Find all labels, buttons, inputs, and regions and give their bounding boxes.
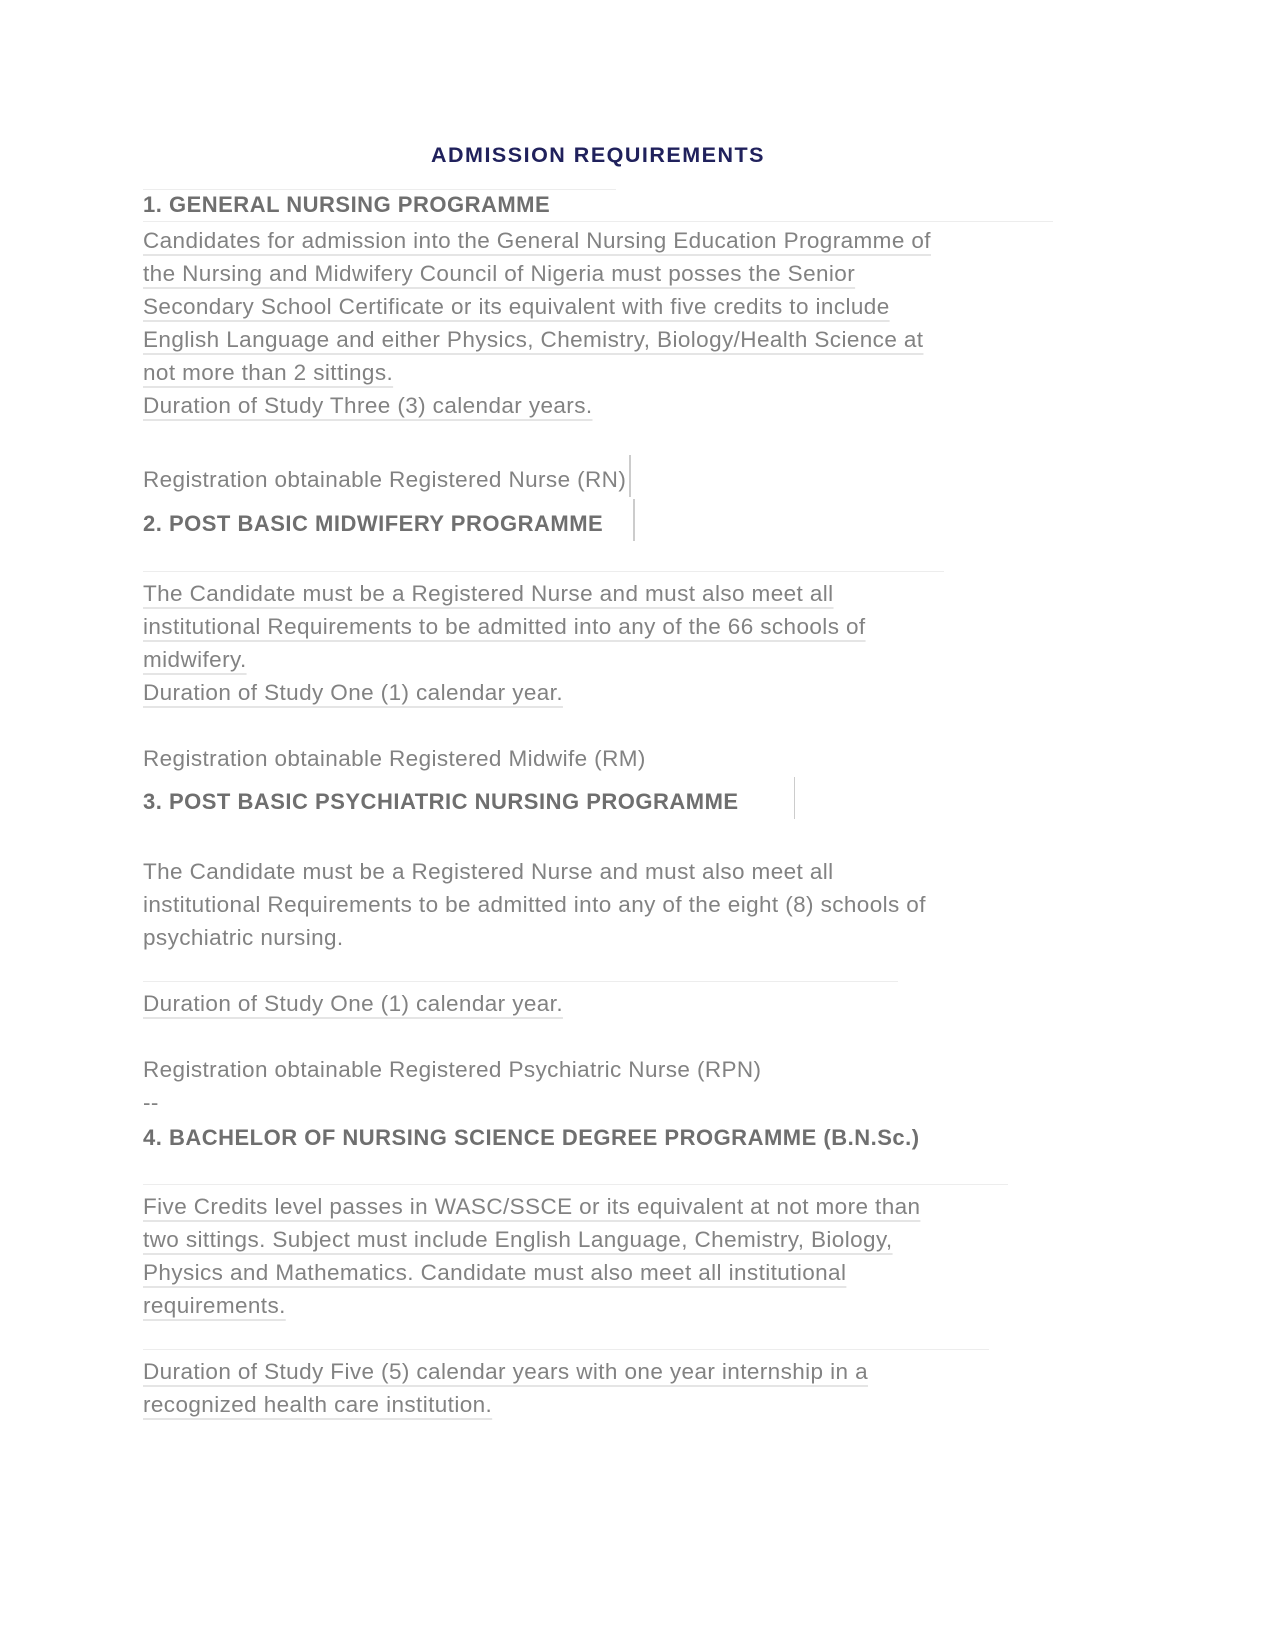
text-content: institutional Requirements to be admitted into any of the 66 schools of — [143, 614, 866, 639]
document-title — [143, 139, 1053, 172]
text-content: Candidates for admission into the General Nursing Education Programme of — [143, 228, 931, 253]
text-content: requirements. — [143, 1293, 286, 1318]
section-heading-4 — [143, 1121, 1053, 1154]
vertical-bar-artifact — [794, 777, 796, 819]
text-content: midwifery. — [143, 647, 247, 672]
text-line — [143, 987, 1053, 1020]
blank-line — [143, 822, 1053, 855]
text-content: -- — [143, 1090, 159, 1115]
text-line — [143, 643, 1053, 676]
text-line — [143, 1289, 1053, 1322]
text-content: 1. GENERAL NURSING PROGRAMME — [143, 192, 551, 217]
vertical-bar-artifact — [633, 499, 635, 541]
text-line — [143, 1223, 1053, 1256]
text-line — [143, 290, 1053, 323]
text-line — [143, 1086, 1053, 1119]
faint-rule — [143, 571, 944, 572]
text-line — [143, 389, 1053, 422]
text-content: Registration obtainable Registered Nurse (RN) — [143, 467, 627, 492]
text-content: psychiatric nursing. — [143, 925, 344, 950]
text-content: Duration of Study One (1) calendar year. — [143, 991, 563, 1016]
text-content: Physics and Mathematics. Candidate must also meet all institutional — [143, 1260, 847, 1285]
text-line — [143, 1388, 1053, 1421]
text-content: The Candidate must be a Registered Nurse and must also meet all — [143, 859, 834, 884]
text-content: Duration of Study Three (3) calendar years. — [143, 393, 593, 418]
text-content: institutional Requirements to be admitted into any of the eight (8) schools of — [143, 892, 926, 917]
text-content: ADMISSION REQUIREMENTS — [430, 143, 766, 167]
text-line — [143, 224, 1053, 257]
faint-rule-row — [143, 1322, 1053, 1355]
text-line — [143, 1190, 1053, 1223]
text-line — [143, 855, 1053, 888]
faint-rule-row — [143, 1157, 1053, 1190]
text-line — [143, 676, 1053, 709]
text-content: 2. POST BASIC MIDWIFERY PROGRAMME — [143, 511, 604, 536]
text-content: Duration of Study One (1) calendar year. — [143, 680, 563, 705]
text-content: 4. BACHELOR OF NURSING SCIENCE DEGREE PROGRAMME (B.N.Sc.) — [143, 1125, 920, 1150]
text-content: Secondary School Certificate or its equivalent with five credits to include — [143, 294, 890, 319]
faint-rule — [143, 981, 898, 982]
text-content: recognized health care institution. — [143, 1392, 493, 1417]
text-line — [143, 921, 1053, 954]
text-content: Registration obtainable Registered Psychiatric Nurse (RPN) — [143, 1057, 762, 1082]
text-line — [143, 1355, 1053, 1388]
blank-line — [143, 709, 1053, 742]
blank-line — [143, 422, 1053, 455]
text-line — [143, 257, 1053, 290]
text-line — [143, 356, 1053, 389]
blank-line — [143, 1020, 1053, 1053]
faint-rule-row — [143, 544, 1053, 577]
text-line — [143, 577, 1053, 610]
section-heading-2 — [143, 499, 1053, 541]
text-line — [143, 1053, 1053, 1086]
section-heading-3 — [143, 777, 1053, 819]
text-line — [143, 455, 1053, 497]
text-content: English Language and either Physics, Chemistry, Biology/Health Science at — [143, 327, 924, 352]
text-content: Five Credits level passes in WASC/SSCE or its equivalent at not more than — [143, 1194, 921, 1219]
text-content: not more than 2 sittings. — [143, 360, 394, 385]
text-content: Duration of Study Five (5) calendar years with one year internship in a — [143, 1359, 868, 1384]
text-line — [143, 610, 1053, 643]
faint-rule — [143, 1349, 989, 1350]
text-content: 3. POST BASIC PSYCHIATRIC NURSING PROGRAMME — [143, 789, 739, 814]
text-line — [143, 1256, 1053, 1289]
text-line — [143, 742, 1053, 775]
document-content — [143, 139, 1053, 1421]
text-content: the Nursing and Midwifery Council of Nigeria must posses the Senior — [143, 261, 856, 286]
text-line — [143, 888, 1053, 921]
text-content: Registration obtainable Registered Midwife (RM) — [143, 746, 646, 771]
text-line — [143, 323, 1053, 356]
faint-rule — [143, 1184, 1008, 1185]
vertical-bar-artifact — [629, 455, 631, 497]
text-content: two sittings. Subject must include English Language, Chemistry, Biology, — [143, 1227, 893, 1252]
section-heading-1 — [143, 188, 1053, 221]
text-content: The Candidate must be a Registered Nurse and must also meet all — [143, 581, 834, 606]
faint-rule-row — [143, 954, 1053, 987]
